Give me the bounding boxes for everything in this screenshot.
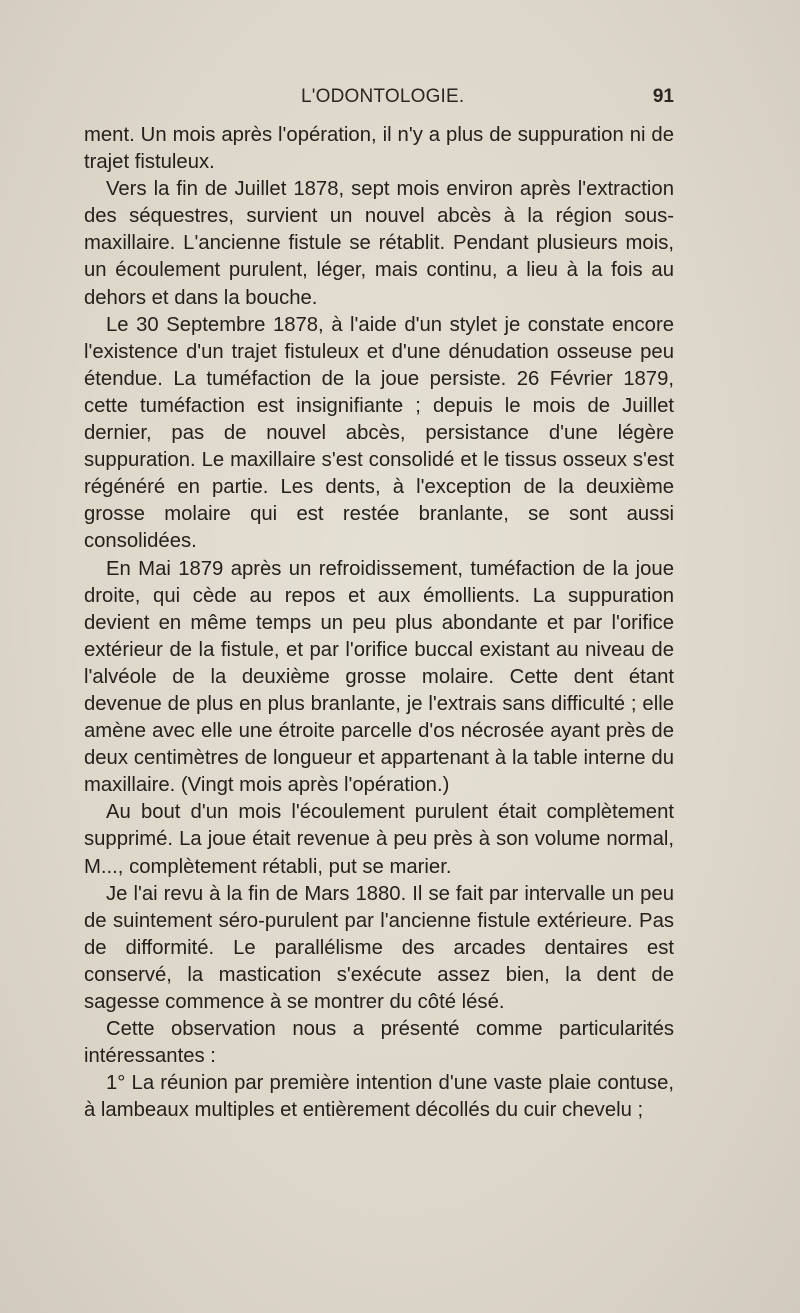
paragraph: Je l'ai revu à la fin de Mars 1880. Il se fait par intervalle un peu de suintement séro-purulent par l'ancienne fistule extérieure. Pas de difformité. Le parallélisme des arcades dentaires est conservé, la mastication s'exécute assez bien, la dent de sagesse commence à se montrer du côté lésé. [84,882,674,1013]
paragraph: Le 30 Septembre 1878, à l'aide d'un stylet je constate encore l'existence d'un trajet fistuleux et d'une dénudation osseuse peu étendue. La tuméfaction de la joue persiste. 26 Février 1879, cette tuméfaction est insignifiante ; depuis le mois de Juillet dernier, pas de nouvel abcès, persistance d'une légère suppuration. Le maxillaire s'est consolidé et le tissus osseux s'est régénéré en partie. Les dents, à l'exception de la deuxième grosse molaire qui est restée branlante, se sont aussi consolidées. [84,313,674,553]
paragraph: 1° La réunion par première intention d'une vaste plaie contuse, à lambeaux multiples et entièrement décollés du cuir chevelu ; [84,1072,674,1122]
running-title: L'ODONTOLOGIE. [301,86,465,107]
body-text [84,122,674,1124]
paragraph: En Mai 1879 après un refroidissement, tuméfaction de la joue droite, qui cède au repos et aux émollients. La suppuration devient en même temps un peu plus abondante et par l'orifice extérieur de la fistule, et par l'orifice buccal existant au niveau de l'alvéole de la deuxième grosse molaire. Cette dent étant devenue de plus en plus branlante, je l'extrais sans difficulté ; elle amène avec elle une étroite parcelle d'os nécrosée ayant près de deux centimètres de longueur et appartenant à la table interne du maxillaire. (Vingt mois après l'opération.) [84,557,674,797]
page-header [84,86,674,116]
paragraph: Vers la fin de Juillet 1878, sept mois environ après l'extraction des séquestres, survient un nouvel abcès à la région sous-maxillaire. L'ancienne fistule se rétablit. Pendant plusieurs mois, un écoulement purulent, léger, mais continu, a lieu à la fois au dehors et dans la bouche. [84,178,674,309]
paragraph: Au bout d'un mois l'écoulement purulent était complètement supprimé. La joue était revenue à peu près à son volume normal, M..., complètement rétabli, put se marier. [84,801,674,878]
page-number: 91 [652,86,674,107]
paragraph: Cette observation nous a présenté comme particularités intéressantes : [84,1018,674,1068]
paragraph: ment. Un mois après l'opération, il n'y a plus de suppuration ni de trajet fistuleux. [84,124,674,174]
